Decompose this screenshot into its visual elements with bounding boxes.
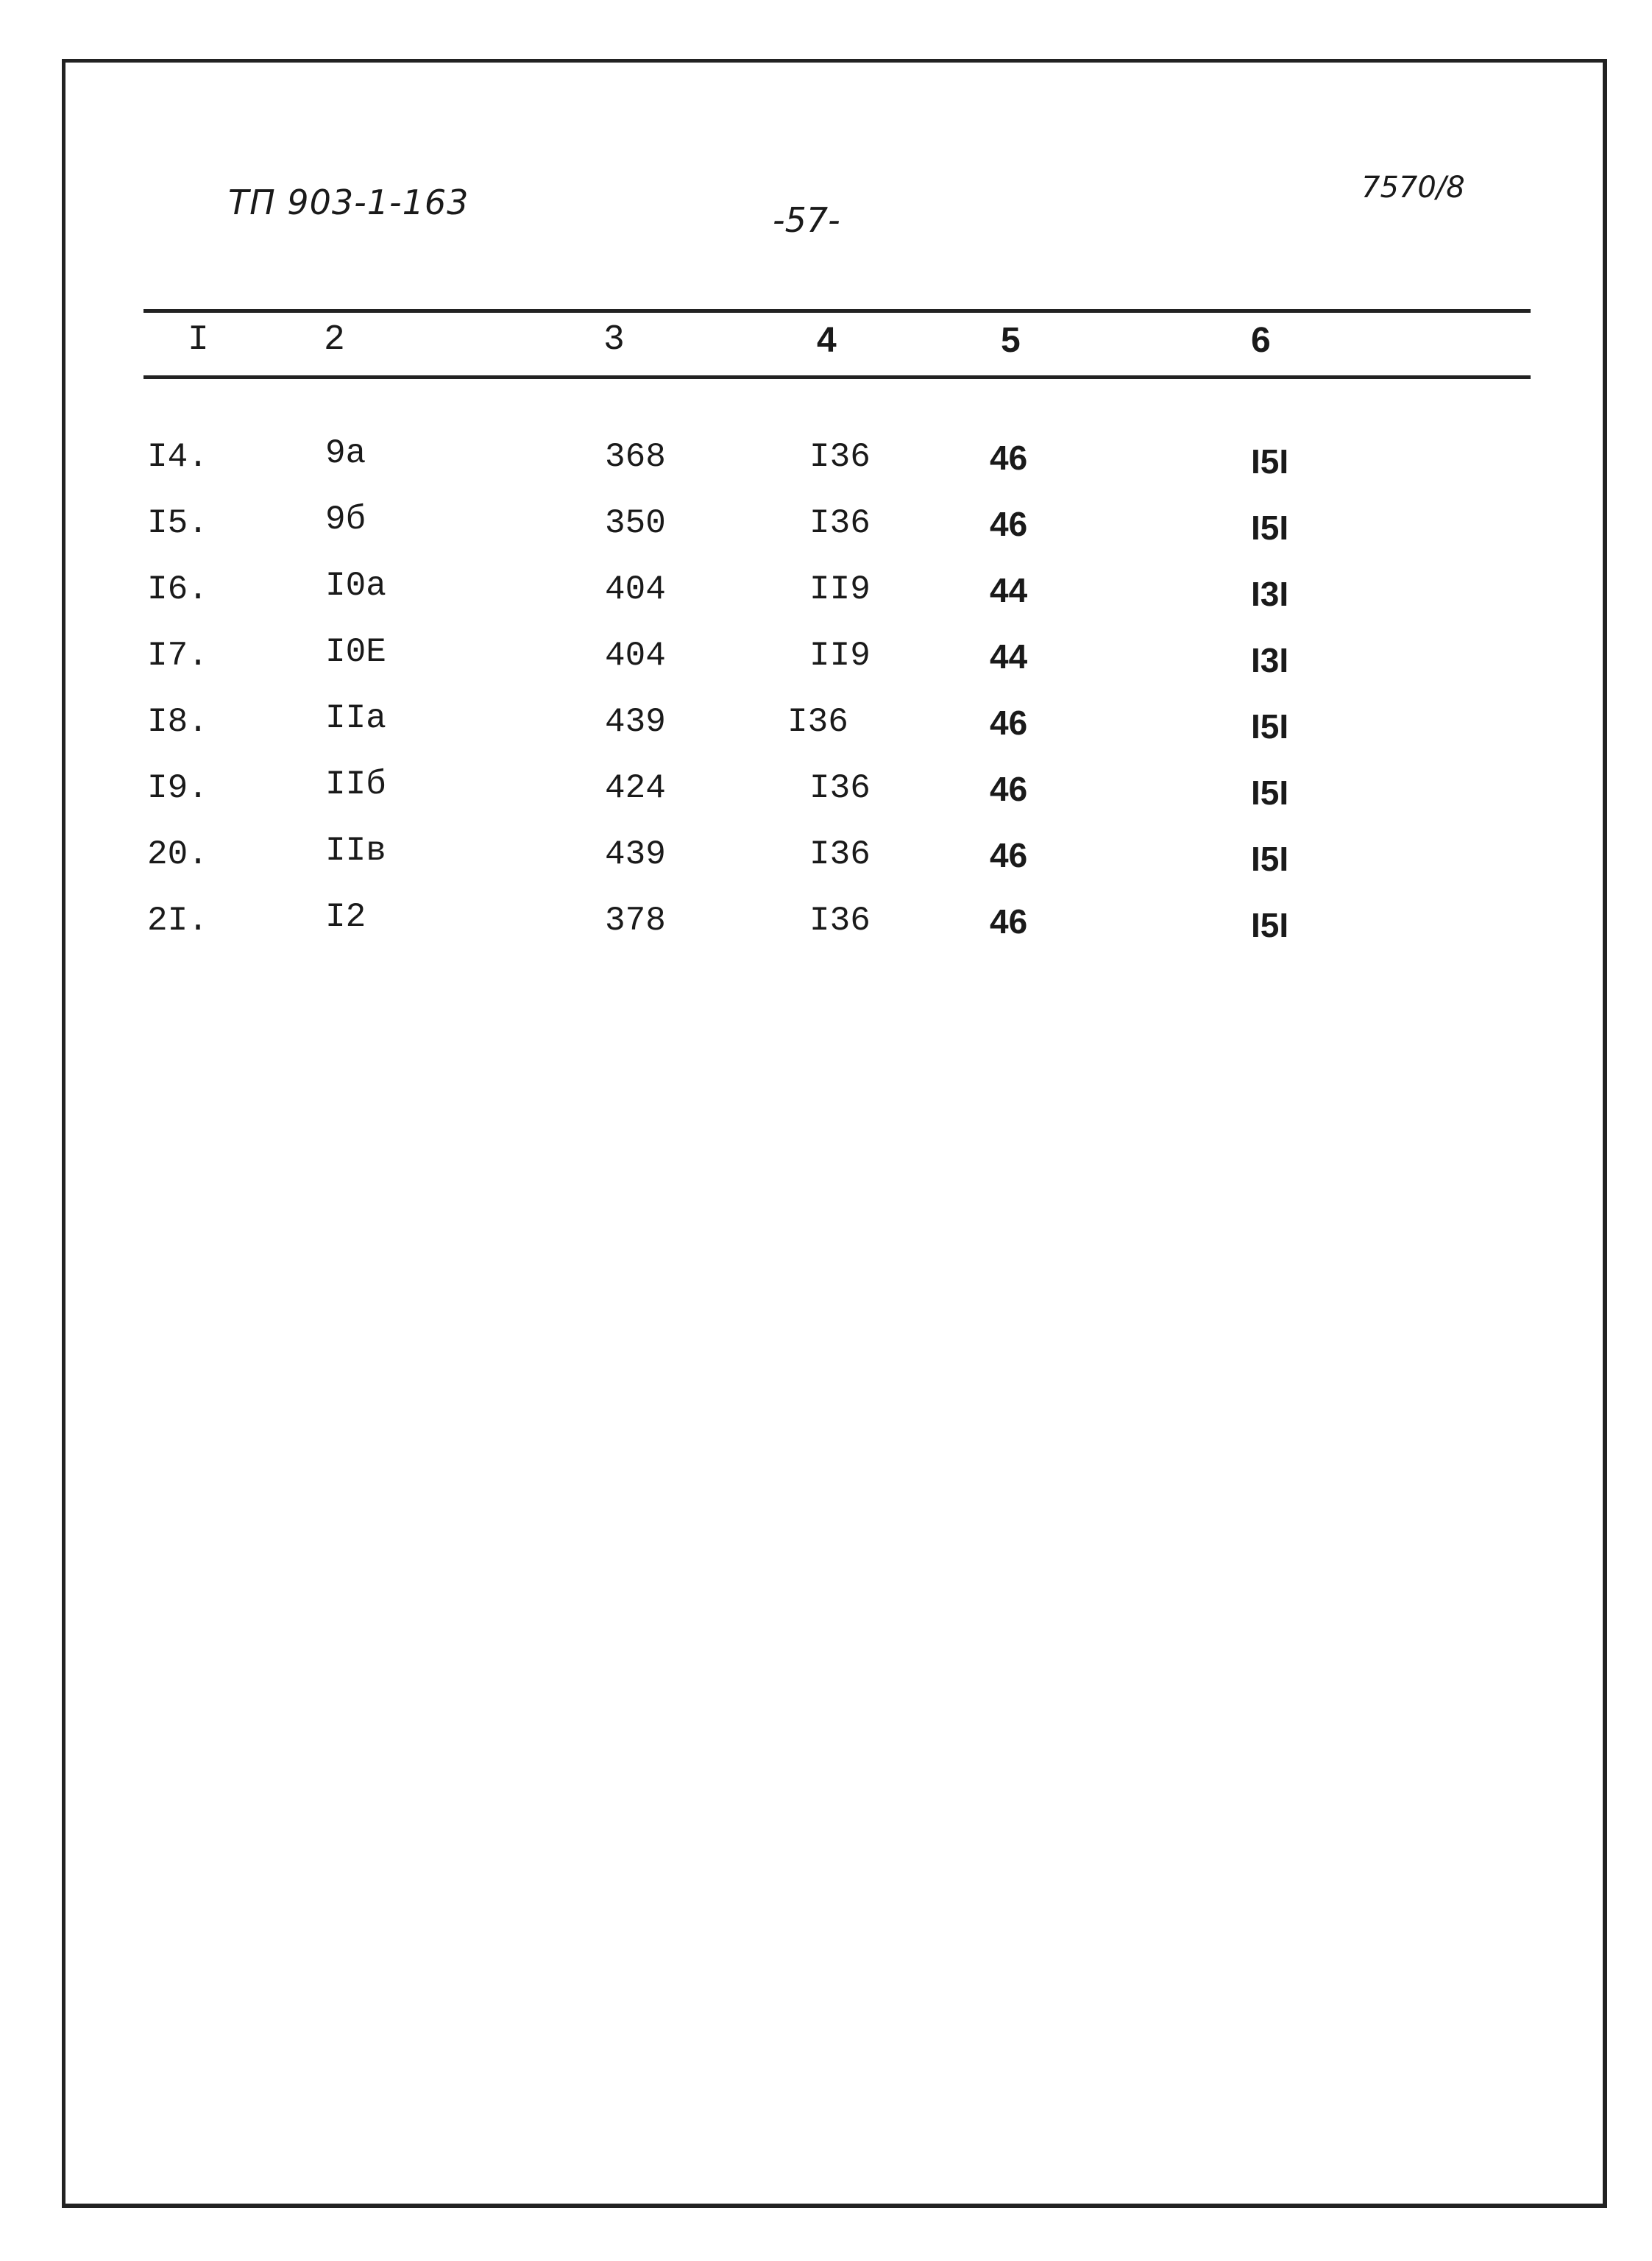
cell-col3: 439 xyxy=(605,835,666,874)
cell-col6: I5I xyxy=(1251,509,1289,547)
cell-col4: I36 xyxy=(809,902,871,940)
column-header-1: I xyxy=(188,320,209,360)
cell-col4: I36 xyxy=(809,438,871,476)
cell-item: IIб xyxy=(325,765,386,804)
document-code: ТП 903-1-163 xyxy=(228,183,469,222)
cell-col5: 46 xyxy=(990,770,1028,808)
cell-index: I8. xyxy=(147,703,208,741)
cell-col3: 424 xyxy=(605,769,666,807)
cell-col4: I36 xyxy=(809,835,871,874)
cell-index: 2I. xyxy=(147,902,208,940)
cell-col3: 404 xyxy=(605,637,666,675)
cell-col5: 46 xyxy=(990,505,1028,543)
cell-col3: 350 xyxy=(605,504,666,542)
cell-col3: 404 xyxy=(605,570,666,609)
cell-item: 9а xyxy=(325,434,366,473)
cell-col5: 44 xyxy=(990,571,1028,609)
cell-item: 9б xyxy=(325,500,366,539)
cell-col5: 44 xyxy=(990,637,1028,676)
cell-col5: 46 xyxy=(990,836,1028,874)
column-header-6: 6 xyxy=(1251,321,1271,360)
cell-col6: I5I xyxy=(1251,840,1289,878)
cell-col3: 378 xyxy=(605,902,666,940)
column-header-4: 4 xyxy=(817,321,837,360)
cell-col6: I5I xyxy=(1251,906,1289,944)
cell-index: I5. xyxy=(147,504,208,542)
page-number: -57- xyxy=(773,200,840,240)
cell-item: I0а xyxy=(325,567,386,605)
cell-item: I0Е xyxy=(325,633,386,671)
cell-index: I4. xyxy=(147,438,208,476)
page-border xyxy=(62,59,1607,2208)
cell-col4: I36 xyxy=(787,703,848,741)
cell-item: IIв xyxy=(325,832,386,870)
cell-col5: 46 xyxy=(990,439,1028,477)
cell-item: IIа xyxy=(325,699,386,737)
cell-index: I6. xyxy=(147,570,208,609)
column-header-2: 2 xyxy=(324,320,345,360)
cell-index: I7. xyxy=(147,637,208,675)
cell-col6: I3I xyxy=(1251,641,1289,679)
cell-col5: 46 xyxy=(990,704,1028,742)
cell-col4: I36 xyxy=(809,504,871,542)
cell-col6: I3I xyxy=(1251,575,1289,613)
cell-col6: I5I xyxy=(1251,707,1289,746)
cell-col6: I5I xyxy=(1251,442,1289,481)
cell-index: I9. xyxy=(147,769,208,807)
cell-col4: I36 xyxy=(809,769,871,807)
table-top-rule xyxy=(143,309,1531,313)
table-header-rule xyxy=(143,375,1531,379)
cell-col4: II9 xyxy=(809,637,871,675)
cell-col3: 368 xyxy=(605,438,666,476)
sheet-reference: 7570/8 xyxy=(1361,171,1465,205)
cell-index: 20. xyxy=(147,835,208,874)
cell-col3: 439 xyxy=(605,703,666,741)
cell-col5: 46 xyxy=(990,902,1028,941)
cell-col6: I5I xyxy=(1251,774,1289,812)
cell-item: I2 xyxy=(325,898,366,936)
column-header-5: 5 xyxy=(1001,321,1021,360)
column-header-3: 3 xyxy=(603,320,625,360)
cell-col4: II9 xyxy=(809,570,871,609)
